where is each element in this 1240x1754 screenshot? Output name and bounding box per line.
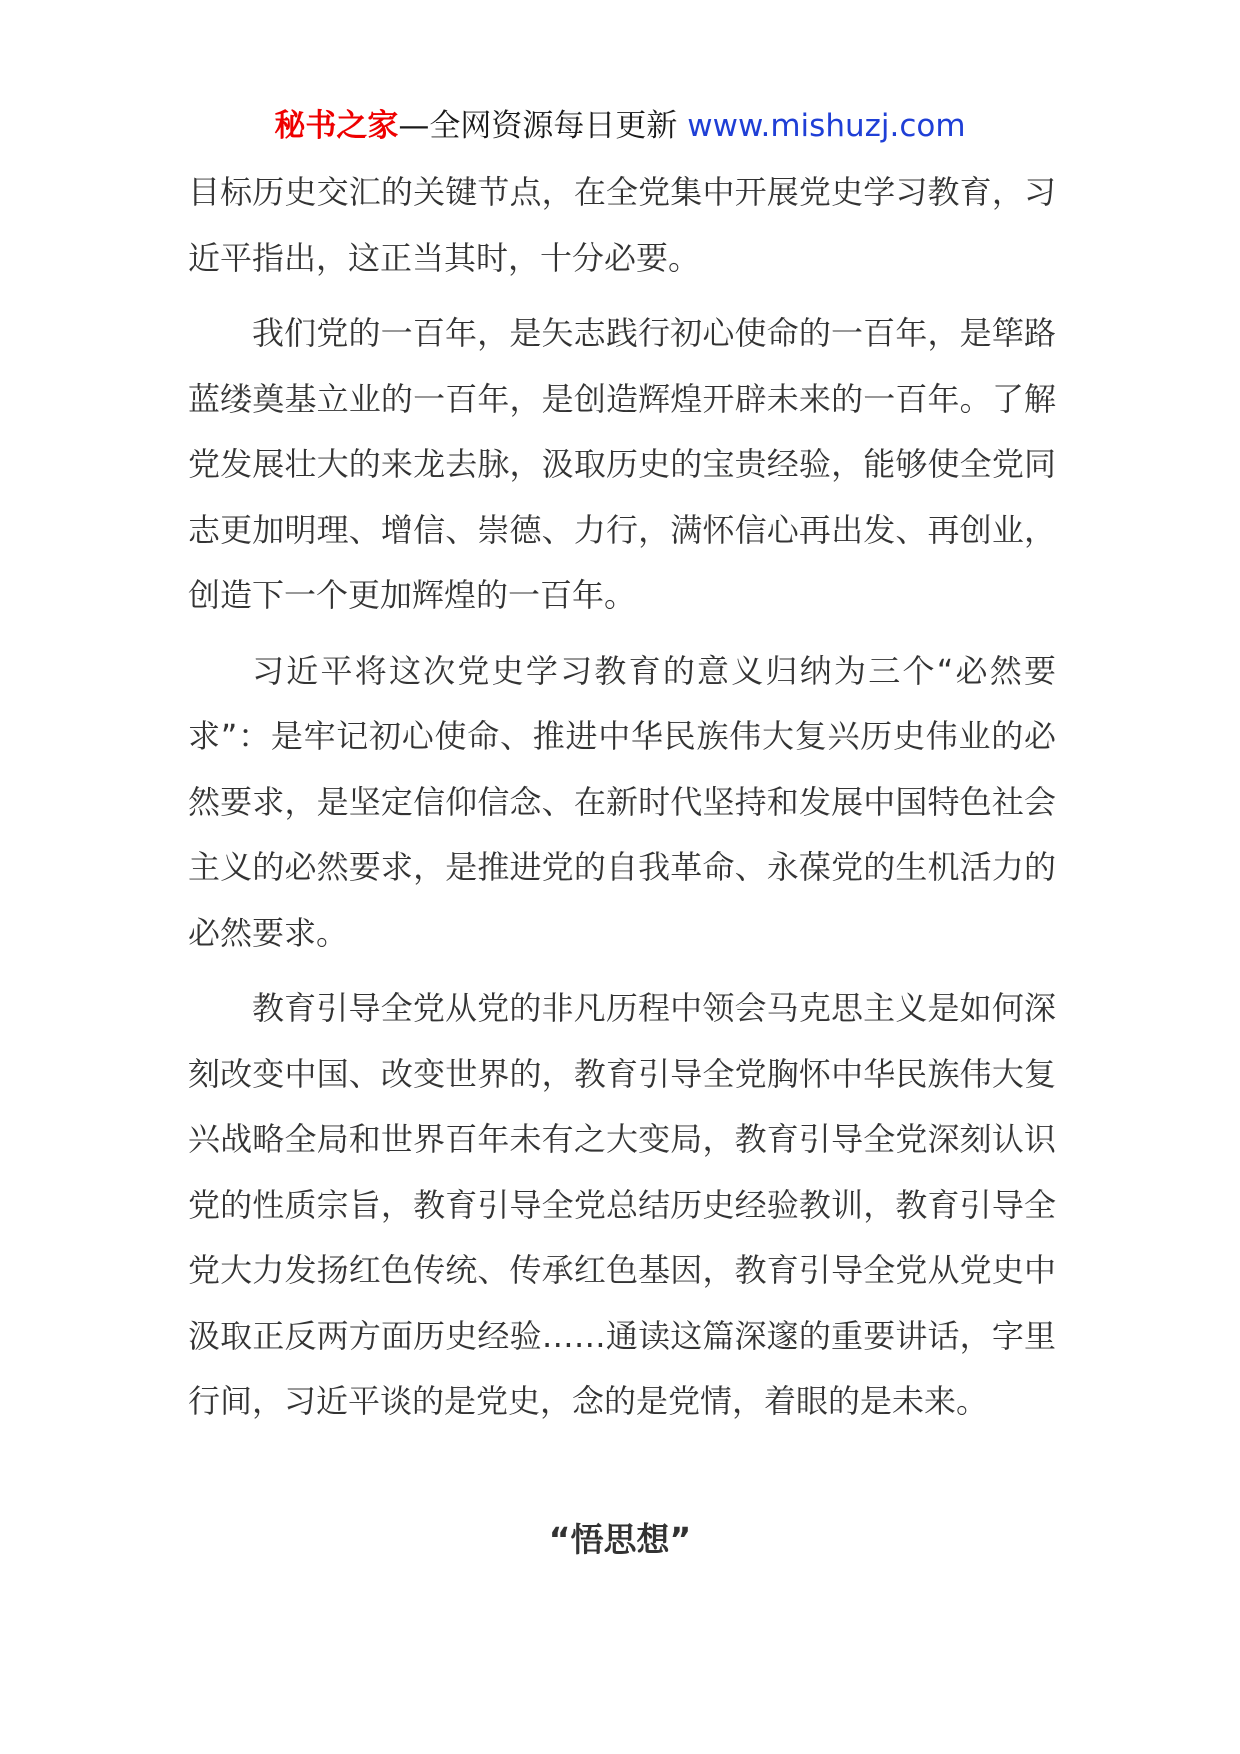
section-heading: “悟思想”: [548, 1520, 692, 1559]
paragraph: 我们党的一百年，是矢志践行初心使命的一百年，是筚路蓝缕奠基立业的一百年，是创造辉煌开辟未来的一百年。了解党发展壮大的来龙去脉，汲取历史的宝贵经验，能够使全党同志更加明理、增信、崇德、力行，满怀信心再出发、再创业，创造下一个更加辉煌的一百年。: [188, 314, 1056, 614]
paragraph: 教育引导全党从党的非凡历程中领会马克思主义是如何深刻改变中国、改变世界的，教育引导全党胸怀中华民族伟大复兴战略全局和世界百年未有之大变局，教育引导全党深刻认识党的性质宗旨，教育引导全党总结历史经验教训，教育引导全党大力发扬红色传统、传承红色基因，教育引导全党从党史中汲取正反两方面历史经验……通读这篇深邃的重要讲话，字里行间，习近平谈的是党史，念的是党情，着眼的是未来。: [188, 989, 1056, 1420]
site-tagline: —全网资源每日更新: [398, 108, 678, 144]
page-header: [0, 98, 1240, 154]
site-url-link[interactable]: www.mishuzj.com: [687, 108, 966, 144]
site-brand: 秘书之家: [274, 108, 399, 144]
document-body: [188, 160, 1056, 1435]
paragraph: 习近平将这次党史学习教育的意义归纳为三个“必然要求”：是牢记初心使命、推进中华民族伟大复兴历史伟业的必然要求，是坚定信仰信念、在新时代坚持和发展中国特色社会主义的必然要求，是推进党的自我革命、永葆党的生机活力的必然要求。: [188, 651, 1056, 952]
paragraph-continuation: 目标历史交汇的关键节点，在全党集中开展党史学习教育，习近平指出，这正当其时，十分必要。: [188, 173, 1056, 277]
